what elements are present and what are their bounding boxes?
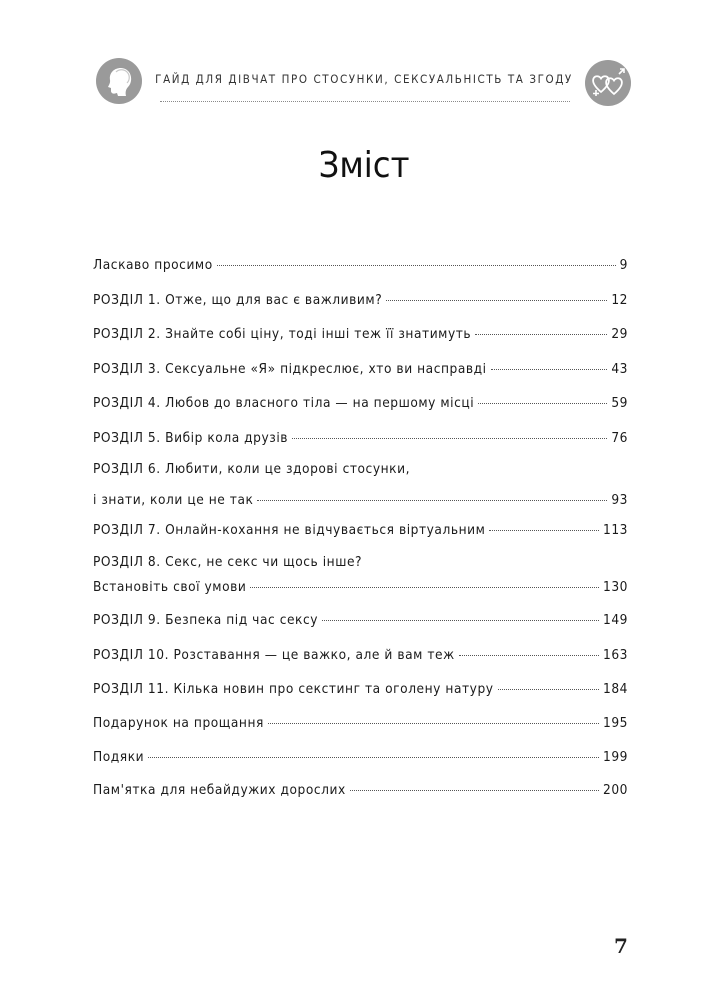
page-number: 7 [614, 934, 628, 958]
toc-entry [93, 429, 628, 447]
toc-entry [93, 360, 628, 378]
toc-entry-title: РОЗДІЛ 5. Вибір кола друзів [93, 430, 289, 446]
header-divider [160, 101, 570, 102]
toc-leader-dots [268, 723, 599, 724]
toc-entry [93, 291, 628, 309]
toc-entry-title: Встановіть свої умови [93, 579, 247, 595]
toc-entry [93, 611, 628, 629]
toc-entry [93, 781, 628, 799]
toc-leader-dots [498, 689, 599, 690]
toc-leader-dots [491, 369, 608, 370]
toc-entry [93, 553, 628, 596]
toc-entry-title: РОЗДІЛ 2. Знайте собі ціну, тоді інші теж її знатимуть [93, 326, 472, 342]
toc-entry [93, 460, 628, 509]
toc-page-number: 163 [603, 647, 628, 663]
toc-entry-title: РОЗДІЛ 10. Розставання — це важко, але й вам теж [93, 647, 455, 663]
toc-page-number: 76 [611, 430, 628, 446]
toc-entry-title: Подарунок на прощання [93, 715, 264, 731]
toc-entry [93, 325, 628, 343]
toc-leader-dots [257, 500, 607, 501]
toc-page-number: 184 [603, 681, 628, 697]
toc-entry [93, 748, 628, 766]
toc-leader-dots [475, 334, 607, 335]
toc-entry [93, 680, 628, 698]
toc-entry [93, 394, 628, 412]
toc-page-number: 43 [611, 361, 628, 377]
toc-entry-title: і знати, коли це не так [93, 492, 254, 508]
toc-page-number: 130 [603, 579, 628, 595]
toc-leader-dots [250, 587, 599, 588]
toc-leader-dots [217, 265, 616, 266]
toc-entry-title: РОЗДІЛ 4. Любов до власного тіла — на першому місці [93, 395, 475, 411]
toc-entry-title: РОЗДІЛ 3. Сексуальне «Я» підкреслює, хто ви насправді [93, 361, 487, 377]
toc-entry-title: Подяки [93, 749, 145, 765]
toc-entry-title: РОЗДІЛ 11. Кілька новин про секстинг та оголену натуру [93, 681, 494, 697]
toc-entry [93, 714, 628, 732]
toc-leader-dots [322, 620, 599, 621]
toc-page-number: 9 [619, 257, 628, 273]
toc-page-number: 12 [611, 292, 628, 308]
page-header [0, 0, 728, 120]
toc-entry-title: Ласкаво просимо [93, 257, 213, 273]
toc-entry-title: РОЗДІЛ 7. Онлайн-кохання не відчувається віртуальним [93, 522, 486, 538]
toc-page-number: 113 [603, 522, 628, 538]
toc-entry-title: РОЗДІЛ 1. Отже, що для вас є важливим? [93, 292, 383, 308]
toc-page-number: 93 [611, 492, 628, 508]
toc-leader-dots [350, 790, 599, 791]
toc-page-number: 59 [611, 395, 628, 411]
toc-leader-dots [478, 403, 607, 404]
toc-entry-title-line1: РОЗДІЛ 8. Секс, не секс чи щось інше? [93, 554, 363, 570]
toc-leader-dots [459, 655, 599, 656]
running-title: ГАЙД ДЛЯ ДІВЧАТ ПРО СТОСУНКИ, СЕКСУАЛЬНІСТЬ ТА ЗГОДУ [155, 72, 573, 86]
toc-page-number: 200 [603, 782, 628, 798]
toc-leader-dots [386, 300, 607, 301]
toc-entry-title-line1: РОЗДІЛ 6. Любити, коли це здорові стосунки, [93, 461, 411, 477]
toc-entry-title: РОЗДІЛ 9. Безпека під час сексу [93, 612, 319, 628]
page-title: Зміст [318, 145, 410, 186]
toc-page-number: 195 [603, 715, 628, 731]
gender-hearts-icon [585, 60, 631, 106]
toc-leader-dots [148, 757, 599, 758]
toc-page-number: 199 [603, 749, 628, 765]
toc-entry-title: Пам'ятка для небайдужих дорослих [93, 782, 346, 798]
toc-leader-dots [292, 438, 607, 439]
toc-page-number: 29 [611, 326, 628, 342]
toc-leader-dots [489, 530, 599, 531]
toc-page-number: 149 [603, 612, 628, 628]
toc-entry [93, 646, 628, 664]
toc-entry [93, 521, 628, 539]
toc-entry [93, 256, 628, 274]
